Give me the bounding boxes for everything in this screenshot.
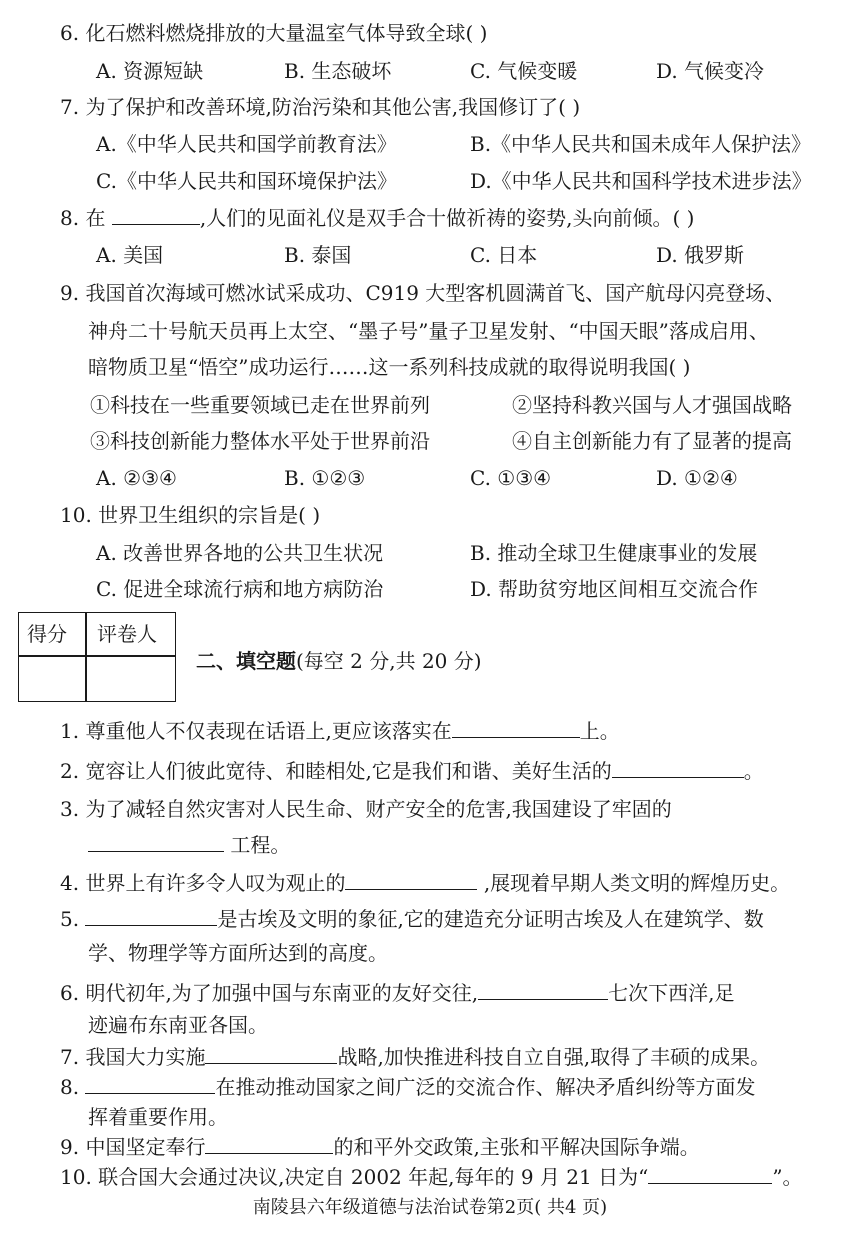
section-2-note: (每空 2 分,共 20 分) xyxy=(296,649,482,673)
q9-stem-line1: 9. 我国首次海域可燃冰试采成功、C919 大型客机圆满首飞、国产航母闪亮登场、 xyxy=(60,281,786,305)
q7-option-c: C.《中华人民共和国环境保护法》 xyxy=(96,169,397,193)
fill-6-line2: 迹遍布东南亚各国。 xyxy=(88,1013,268,1037)
q7-option-b: B.《中华人民共和国未成年人保护法》 xyxy=(470,132,812,156)
fill-8-blank[interactable] xyxy=(85,1075,215,1094)
q9-statement-4: ④自主创新能力有了显著的提高 xyxy=(512,429,792,453)
fill-9 xyxy=(60,1134,700,1160)
fill-7-blank[interactable] xyxy=(205,1045,337,1064)
q9-option-c: C. ①③④ xyxy=(470,466,552,490)
q6-option-a: A. 资源短缺 xyxy=(96,59,204,83)
fill-10 xyxy=(60,1164,803,1190)
fill-5-line2: 学、物理学等方面所达到的高度。 xyxy=(88,941,388,965)
q6-option-b: B. 生态破坏 xyxy=(284,59,392,83)
fill-9-blank[interactable] xyxy=(205,1135,333,1154)
fill-10-blank[interactable] xyxy=(648,1165,772,1184)
fill-7-text-post: 战略,加快推进科技自立自强,取得了丰硕的成果。 xyxy=(337,1045,771,1069)
fill-4-text-post: ,展现着早期人类文明的辉煌历史。 xyxy=(483,871,791,895)
fill-3-line2 xyxy=(88,832,290,858)
fill-1 xyxy=(60,718,620,744)
fill-1-blank[interactable] xyxy=(452,719,580,738)
fill-6-text-post: 七次下西洋,足 xyxy=(608,981,735,1005)
q8-option-d: D. 俄罗斯 xyxy=(656,243,745,267)
fill-5-blank[interactable] xyxy=(85,907,217,926)
fill-7-text-pre: 7. 我国大力实施 xyxy=(60,1045,206,1069)
fill-2-blank[interactable] xyxy=(612,759,744,778)
fill-2-text-pre: 2. 宽容让人们彼此宽待、和睦相处,它是我们和谐、美好生活的 xyxy=(60,759,612,783)
q6-option-c: C. 气候变暖 xyxy=(470,59,578,83)
fill-9-text-pre: 9. 中国坚定奉行 xyxy=(60,1135,206,1159)
q8-stem-pre: 8. 在 xyxy=(60,206,106,230)
q9-stem-line2: 神舟二十号航天员再上太空、“墨子号”量子卫星发射、“中国天眼”落成启用、 xyxy=(88,319,769,343)
score-input-cell[interactable] xyxy=(21,657,83,701)
q8-stem xyxy=(60,205,695,231)
fill-3-line1: 3. 为了减轻自然灾害对人民生命、财产安全的危害,我国建设了牢固的 xyxy=(60,797,672,821)
q9-stem-line3: 暗物质卫星“悟空”成功运行……这一系列科技成就的取得说明我国( ) xyxy=(88,355,691,379)
fill-8-text-pre: 8. xyxy=(60,1075,80,1099)
fill-1-text-pre: 1. 尊重他人不仅表现在话语上,更应该落实在 xyxy=(60,719,452,743)
q7-option-d: D.《中华人民共和国科学技术进步法》 xyxy=(470,169,812,193)
q9-statement-2: ②坚持科教兴国与人才强国战略 xyxy=(512,393,792,417)
score-table xyxy=(18,612,176,702)
q6-stem: 6. 化石燃料燃烧排放的大量温室气体导致全球( ) xyxy=(60,21,488,45)
fill-5-line1 xyxy=(60,906,764,932)
q9-option-b: B. ①②③ xyxy=(284,466,366,490)
q6-option-d: D. 气候变冷 xyxy=(656,59,765,83)
q8-stem-post: ,人们的见面礼仪是双手合十做祈祷的姿势,头向前倾。( ) xyxy=(199,206,695,230)
fill-1-text-post: 上。 xyxy=(579,719,620,743)
q7-option-a: A.《中华人民共和国学前教育法》 xyxy=(96,132,397,156)
q10-option-c: C. 促进全球流行病和地方病防治 xyxy=(96,577,384,601)
fill-10-text-post: ”。 xyxy=(772,1165,803,1189)
q9-statement-3: ③科技创新能力整体水平处于世界前沿 xyxy=(90,429,430,453)
fill-10-text-pre: 10. 联合国大会通过决议,决定自 2002 年起,每年的 9 月 21 日为“ xyxy=(60,1165,649,1189)
fill-2-text-post: 。 xyxy=(743,759,764,783)
q10-option-d: D. 帮助贫穷地区间相互交流合作 xyxy=(470,577,759,601)
fill-5-text-pre: 5. xyxy=(60,907,80,931)
q10-option-b: B. 推动全球卫生健康事业的发展 xyxy=(470,541,758,565)
q8-option-b: B. 泰国 xyxy=(284,243,352,267)
q7-stem: 7. 为了保护和改善环境,防治污染和其他公害,我国修订了( ) xyxy=(60,95,581,119)
q8-option-c: C. 日本 xyxy=(470,243,538,267)
fill-8-line1 xyxy=(60,1074,755,1100)
grader-input-cell[interactable] xyxy=(87,657,173,701)
q8-answer-blank[interactable] xyxy=(112,206,200,225)
q9-statement-1: ①科技在一些重要领域已走在世界前列 xyxy=(90,393,430,417)
q10-stem: 10. 世界卫生组织的宗旨是( ) xyxy=(60,503,321,527)
fill-4 xyxy=(60,870,790,896)
q10-option-a: A. 改善世界各地的公共卫生状况 xyxy=(96,541,384,565)
section-2-heading xyxy=(196,648,482,674)
fill-6-blank[interactable] xyxy=(478,981,608,1000)
q8-option-a: A. 美国 xyxy=(96,243,164,267)
fill-2 xyxy=(60,758,764,784)
grader-label: 评卷人 xyxy=(97,622,157,646)
fill-9-text-post: 的和平外交政策,主张和平解决国际争端。 xyxy=(333,1135,700,1159)
q9-option-d: D. ①②④ xyxy=(656,466,738,490)
q9-option-a: A. ②③④ xyxy=(96,466,177,490)
fill-4-blank[interactable] xyxy=(345,871,477,890)
fill-8-text-post: 在推动推动国家之间广泛的交流合作、解决矛盾纠纷等方面发 xyxy=(215,1075,756,1099)
section-2-title: 二、填空题 xyxy=(196,649,296,673)
fill-7 xyxy=(60,1044,770,1070)
score-label: 得分 xyxy=(27,622,67,646)
fill-3-text-post: 工程。 xyxy=(230,833,291,857)
fill-8-line2: 挥着重要作用。 xyxy=(88,1105,228,1129)
fill-4-text-pre: 4. 世界上有许多令人叹为观止的 xyxy=(60,871,346,895)
fill-5-text-post: 是古埃及文明的象征,它的建造充分证明古埃及人在建筑学、数 xyxy=(217,907,764,931)
fill-3-blank[interactable] xyxy=(88,833,224,852)
fill-6-line1 xyxy=(60,980,735,1006)
fill-6-text-pre: 6. 明代初年,为了加强中国与东南亚的友好交往, xyxy=(60,981,479,1005)
page-footer: 南陵县六年级道德与法治试卷第2页( 共4 页) xyxy=(252,1197,608,1218)
